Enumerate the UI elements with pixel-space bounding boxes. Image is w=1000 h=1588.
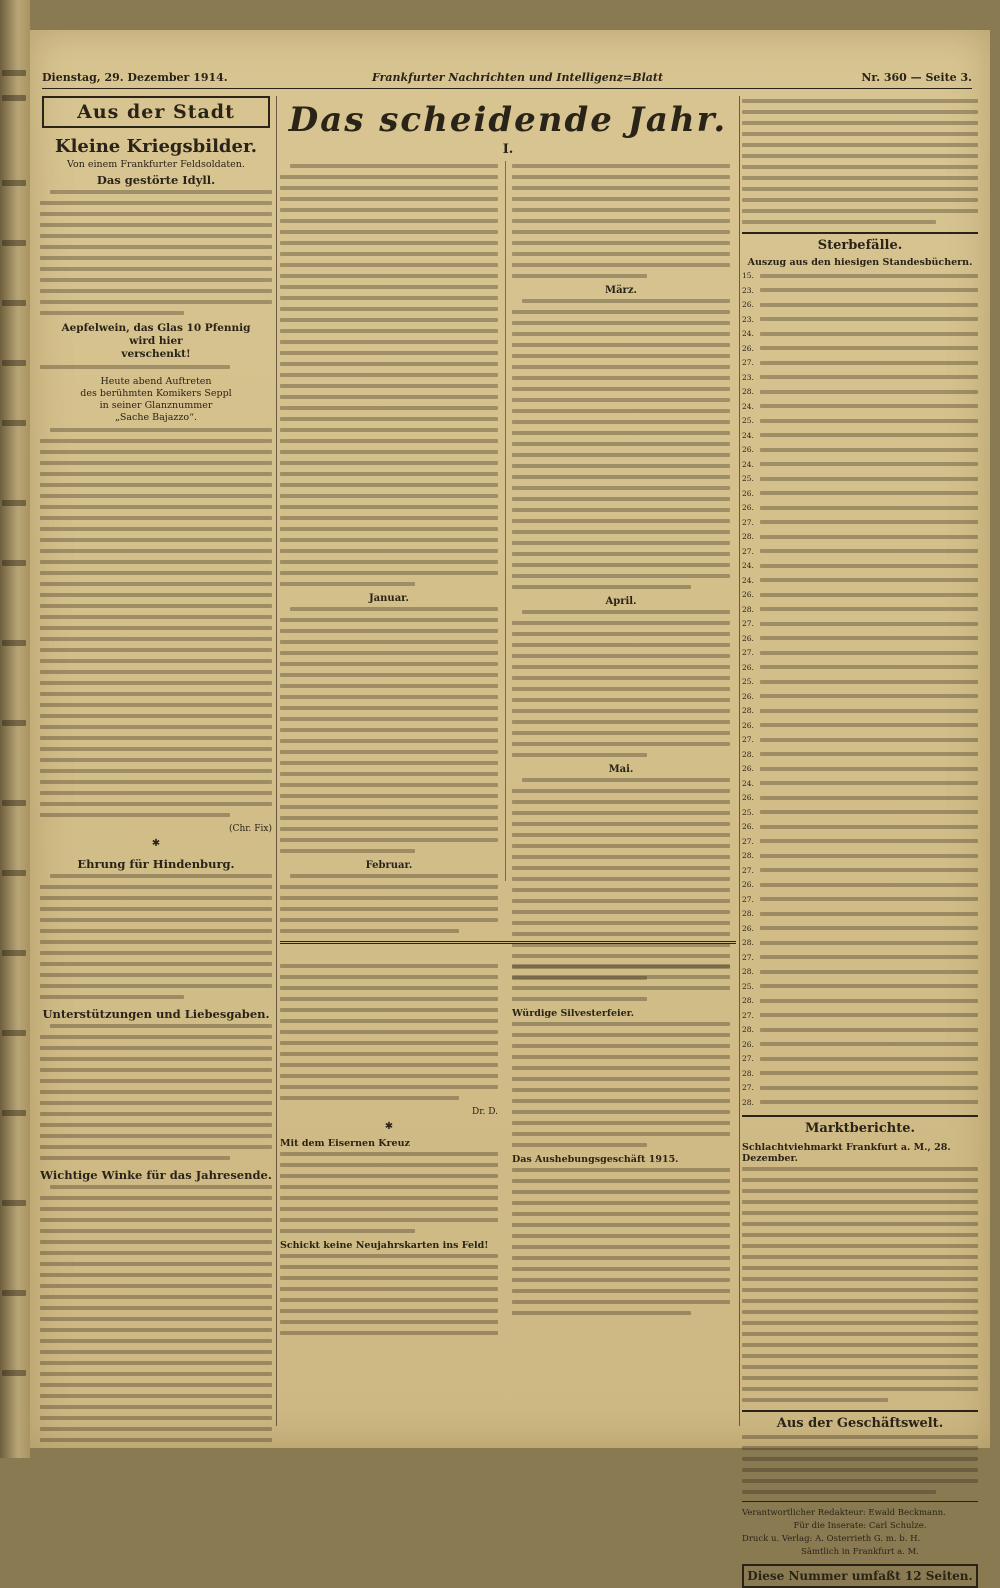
death-entry-text bbox=[760, 796, 978, 800]
article-subhead: Das gestörte Idyll. bbox=[96, 173, 216, 187]
death-entry-date: 28. bbox=[742, 749, 754, 759]
article-body bbox=[40, 428, 272, 817]
death-entry-date: 26. bbox=[742, 880, 754, 889]
market-subheading: Schlachtviehmarkt Frankfurt a. M., 28. Dezember. bbox=[742, 1141, 951, 1164]
death-entry bbox=[742, 677, 978, 686]
death-entry bbox=[742, 648, 978, 657]
printer-line: Druck u. Verlag: A. Osterrieth G. m. b. H. bbox=[742, 1533, 921, 1544]
death-entry bbox=[742, 663, 978, 672]
death-entry bbox=[742, 503, 978, 512]
death-entry-text bbox=[760, 738, 978, 742]
death-entry bbox=[742, 750, 978, 759]
death-entry-date: 25. bbox=[742, 807, 754, 817]
death-entry bbox=[742, 1054, 978, 1063]
death-entry-date: 23. bbox=[742, 285, 754, 295]
death-entry-text bbox=[760, 1086, 978, 1090]
performance-notice: Heute abend Auftreten des berühmten Komikers Seppl in seiner Glanznummer „Sache Bajazzo“. bbox=[80, 376, 232, 423]
feature-part-number: I. bbox=[502, 142, 514, 157]
page-count-notice: Diese Nummer umfaßt 12 Seiten. bbox=[742, 1564, 978, 1588]
death-entry-text bbox=[760, 1057, 978, 1061]
column-notices bbox=[742, 96, 978, 1583]
article-headline: Ehrung für Hindenburg. bbox=[77, 857, 235, 871]
death-entry bbox=[742, 315, 978, 324]
news-item-heading: Schickt keine Neujahrskarten ins Feld! bbox=[280, 1240, 489, 1251]
article-body bbox=[40, 1185, 272, 1442]
death-entry bbox=[742, 619, 978, 628]
death-entry-text bbox=[760, 999, 978, 1003]
death-entry-text bbox=[760, 477, 978, 481]
death-entry-text bbox=[760, 839, 978, 843]
death-entry bbox=[742, 344, 978, 353]
death-entry-text bbox=[760, 607, 978, 611]
death-entry-text bbox=[760, 520, 978, 524]
death-entry-date: 26. bbox=[742, 343, 754, 353]
death-entry bbox=[742, 721, 978, 730]
death-entry-text bbox=[760, 375, 978, 379]
year-review-left bbox=[280, 161, 498, 940]
death-entry bbox=[742, 329, 978, 338]
business-heading: Aus der Geschäftswelt. bbox=[742, 1410, 978, 1431]
death-entry bbox=[742, 822, 978, 831]
death-entry-date: 28. bbox=[742, 938, 754, 947]
column-rule bbox=[739, 96, 740, 1426]
advertising-editor-line: Für die Inserate: Carl Schulze. bbox=[793, 1520, 927, 1531]
death-entry bbox=[742, 474, 978, 483]
death-entry bbox=[742, 431, 978, 440]
article-signature: (Chr. Fix) bbox=[229, 824, 272, 834]
article-headline: Unterstützungen und Liebesgaben. bbox=[42, 1007, 270, 1021]
death-entry-date: 25. bbox=[742, 981, 754, 991]
page-number: Nr. 360 — Seite 3. bbox=[861, 71, 972, 84]
month-heading-march: März. bbox=[605, 285, 637, 296]
death-entry-date: 26. bbox=[742, 764, 754, 773]
death-entry bbox=[742, 924, 978, 933]
death-entry bbox=[742, 779, 978, 788]
death-entry-text bbox=[760, 912, 978, 916]
death-entry-date: 28. bbox=[742, 604, 754, 614]
death-entry-text bbox=[760, 317, 978, 321]
month-heading-may: Mai. bbox=[608, 764, 634, 775]
death-entry bbox=[742, 735, 978, 744]
death-entry-text bbox=[760, 825, 978, 829]
issue-date: Dienstag, 29. Dezember 1914. bbox=[42, 71, 228, 84]
death-entry-text bbox=[760, 955, 978, 959]
death-entry-date: 24. bbox=[742, 459, 754, 469]
death-entry-date: 23. bbox=[742, 372, 754, 382]
month-heading-january: Januar. bbox=[368, 593, 410, 604]
newspaper-title: Frankfurter Nachrichten und Intelligenz=Blatt bbox=[372, 71, 664, 84]
article-headline: Wichtige Winke für das Jahresende. bbox=[40, 1168, 272, 1182]
death-entry-text bbox=[760, 288, 978, 292]
death-entry-text bbox=[760, 665, 978, 669]
article-body bbox=[40, 874, 272, 999]
death-entry-text bbox=[760, 854, 978, 858]
death-entry bbox=[742, 605, 978, 614]
death-entry-date: 27. bbox=[742, 648, 754, 657]
death-entry-date: 28. bbox=[742, 532, 754, 541]
death-entry bbox=[742, 909, 978, 918]
death-entry-date: 28. bbox=[742, 387, 754, 396]
death-entry bbox=[742, 967, 978, 976]
news-item-heading: Würdige Silvesterfeier. bbox=[512, 1008, 635, 1019]
death-entry bbox=[742, 851, 978, 860]
death-entry bbox=[742, 793, 978, 802]
article-headline: Kleine Kriegsbilder. bbox=[54, 136, 258, 157]
section-divider bbox=[280, 941, 736, 944]
death-entry-text bbox=[760, 361, 978, 365]
death-entry-text bbox=[760, 491, 978, 495]
death-entry-date: 26. bbox=[742, 590, 754, 599]
death-entry-text bbox=[760, 390, 978, 394]
death-entry-text bbox=[760, 1013, 978, 1017]
death-entry-date: 26. bbox=[742, 1039, 754, 1049]
death-entry-date: 24. bbox=[742, 401, 754, 411]
column-local-news bbox=[40, 96, 272, 1436]
city-line: Sämtlich in Frankfurt a. M. bbox=[801, 1546, 919, 1557]
month-heading-february: Februar. bbox=[365, 860, 413, 871]
death-entry-text bbox=[760, 622, 978, 626]
article-signature: Dr. D. bbox=[471, 1107, 498, 1117]
death-entry-text bbox=[760, 636, 978, 640]
article-byline: Von einem Frankfurter Feldsoldaten. bbox=[67, 159, 245, 170]
death-entry-date: 24. bbox=[742, 575, 754, 585]
death-entry-date: 26. bbox=[742, 691, 754, 701]
death-entry-date: 27. bbox=[742, 546, 754, 556]
death-entry-text bbox=[760, 1100, 978, 1104]
death-entry-text bbox=[760, 346, 978, 350]
death-entry-date: 28. bbox=[742, 967, 754, 976]
article-body bbox=[40, 1024, 272, 1160]
death-entry-date: 24. bbox=[742, 329, 754, 338]
death-entry bbox=[742, 706, 978, 715]
death-entry-text bbox=[760, 419, 978, 423]
death-entry-date: 25. bbox=[742, 416, 754, 425]
adjacent-page-edge bbox=[0, 0, 30, 1458]
article-body bbox=[40, 190, 272, 315]
death-entry-date: 27. bbox=[742, 1010, 754, 1020]
death-entry-date: 15. bbox=[742, 271, 754, 280]
business-body bbox=[742, 1435, 978, 1494]
death-entry-date: 27. bbox=[742, 1054, 754, 1063]
death-entry-text bbox=[760, 883, 978, 887]
feature-title: Das scheidende Jahr. bbox=[288, 100, 728, 140]
editor-line: Verantwortlicher Redakteur: Ewald Beckmann. bbox=[742, 1507, 946, 1518]
death-entry-date: 28. bbox=[742, 851, 754, 860]
death-entry bbox=[742, 271, 978, 280]
death-entry-text bbox=[760, 941, 978, 945]
year-review-right bbox=[512, 161, 730, 987]
death-entry bbox=[742, 1025, 978, 1034]
death-entry-date: 26. bbox=[742, 822, 754, 831]
death-entry bbox=[742, 692, 978, 701]
death-entry-text bbox=[760, 709, 978, 713]
death-entry bbox=[742, 880, 978, 889]
death-entry bbox=[742, 1069, 978, 1078]
death-entry bbox=[742, 634, 978, 643]
death-entry-date: 26. bbox=[742, 445, 754, 454]
death-entry-date: 26. bbox=[742, 720, 754, 730]
section-divider: ✱ bbox=[151, 838, 161, 849]
death-entry bbox=[742, 286, 978, 295]
death-entry-date: 26. bbox=[742, 923, 754, 933]
death-entry bbox=[742, 590, 978, 599]
section-divider bbox=[742, 1501, 978, 1502]
death-entry-date: 26. bbox=[742, 662, 754, 672]
death-entry-text bbox=[760, 984, 978, 988]
death-entry-date: 23. bbox=[742, 314, 754, 324]
death-entry bbox=[742, 1083, 978, 1092]
death-entry-text bbox=[760, 970, 978, 974]
death-entry bbox=[742, 1040, 978, 1049]
death-entry bbox=[742, 982, 978, 991]
death-entry bbox=[742, 895, 978, 904]
deaths-subheading: Auszug aus den hiesigen Standesbüchern. bbox=[747, 257, 973, 268]
masthead bbox=[42, 70, 972, 89]
death-entry-date: 26. bbox=[742, 300, 754, 309]
death-entry bbox=[742, 996, 978, 1005]
death-entry-date: 28. bbox=[742, 1025, 754, 1034]
death-entry-text bbox=[760, 593, 978, 597]
death-entry-text bbox=[760, 448, 978, 452]
market-report-body bbox=[742, 1167, 978, 1402]
death-entry-text bbox=[760, 462, 978, 466]
death-entry bbox=[742, 837, 978, 846]
death-entry bbox=[742, 764, 978, 773]
tavern-sign: Aepfelwein, das Glas 10 Pfennig wird hier verschenkt! bbox=[61, 322, 251, 360]
death-entry-date: 27. bbox=[742, 517, 754, 527]
death-entry bbox=[742, 518, 978, 527]
death-entry bbox=[742, 532, 978, 541]
death-entry-text bbox=[760, 897, 978, 901]
death-entry bbox=[742, 300, 978, 309]
newspaper-page bbox=[30, 30, 990, 1583]
death-entry-text bbox=[760, 404, 978, 408]
death-entry bbox=[742, 866, 978, 875]
market-heading: Marktberichte. bbox=[742, 1115, 978, 1136]
death-entry-date: 28. bbox=[742, 1097, 754, 1107]
column-rule bbox=[276, 96, 277, 1426]
death-entry-text bbox=[760, 810, 978, 814]
death-entry-text bbox=[760, 1071, 978, 1075]
death-entry-text bbox=[760, 274, 978, 278]
subcolumn-rule bbox=[505, 161, 506, 881]
death-entry bbox=[742, 938, 978, 947]
death-entry bbox=[742, 1011, 978, 1020]
month-heading-april: April. bbox=[605, 596, 637, 607]
death-entry-text bbox=[760, 1042, 978, 1046]
death-entry-text bbox=[760, 781, 978, 785]
deaths-heading: Sterbefälle. bbox=[742, 232, 978, 253]
death-entry-text bbox=[760, 564, 978, 568]
death-entry bbox=[742, 489, 978, 498]
death-entry-date: 27. bbox=[742, 865, 754, 875]
deaths-list bbox=[742, 271, 978, 1107]
news-item-heading: Das Aushebungsgeschäft 1915. bbox=[512, 1154, 679, 1165]
death-entry bbox=[742, 808, 978, 817]
death-entry bbox=[742, 416, 978, 425]
death-entry-date: 24. bbox=[742, 778, 754, 788]
death-entry-text bbox=[760, 549, 978, 553]
death-entry-date: 28. bbox=[742, 996, 754, 1005]
death-entry-date: 26. bbox=[742, 488, 754, 498]
death-entry-text bbox=[760, 651, 978, 655]
death-entry bbox=[742, 402, 978, 411]
section-title-box: Aus der Stadt bbox=[42, 96, 270, 128]
death-entry-date: 27. bbox=[742, 894, 754, 904]
death-entry-date: 27. bbox=[742, 1083, 754, 1092]
death-entry bbox=[742, 445, 978, 454]
death-entry-text bbox=[760, 680, 978, 684]
death-entry-date: 27. bbox=[742, 735, 754, 744]
death-entry-date: 24. bbox=[742, 430, 754, 440]
section-divider: ✱ bbox=[384, 1121, 394, 1132]
death-entry-text bbox=[760, 506, 978, 510]
death-entry-date: 27. bbox=[742, 358, 754, 367]
death-entry-text bbox=[760, 868, 978, 872]
death-entry-date: 26. bbox=[742, 503, 754, 512]
death-entry-text bbox=[760, 767, 978, 771]
news-item-heading: Mit dem Eisernen Kreuz bbox=[280, 1138, 410, 1149]
death-entry-date: 28. bbox=[742, 706, 754, 715]
death-entry bbox=[742, 387, 978, 396]
death-entry bbox=[742, 576, 978, 585]
death-entry bbox=[742, 953, 978, 962]
death-entry-text bbox=[760, 578, 978, 582]
death-entry-date: 27. bbox=[742, 952, 754, 962]
column-year-review bbox=[280, 96, 736, 1436]
death-entry-text bbox=[760, 303, 978, 307]
death-entry bbox=[742, 561, 978, 570]
death-entry bbox=[742, 373, 978, 382]
death-entry-text bbox=[760, 332, 978, 336]
death-entry-text bbox=[760, 694, 978, 698]
death-entry-text bbox=[760, 752, 978, 756]
death-entry-text bbox=[760, 723, 978, 727]
death-entry-date: 28. bbox=[742, 909, 754, 918]
death-entry-text bbox=[760, 926, 978, 930]
death-entry-date: 25. bbox=[742, 677, 754, 686]
death-entry bbox=[742, 460, 978, 469]
death-entry-text bbox=[760, 1028, 978, 1032]
death-entry-text bbox=[760, 535, 978, 539]
death-entry bbox=[742, 547, 978, 556]
death-entry-date: 27. bbox=[742, 836, 754, 846]
death-entry-date: 26. bbox=[742, 633, 754, 643]
death-entry-date: 27. bbox=[742, 619, 754, 628]
death-entry-date: 24. bbox=[742, 561, 754, 570]
death-entry-date: 25. bbox=[742, 474, 754, 483]
death-entry bbox=[742, 1098, 978, 1107]
death-entry-date: 26. bbox=[742, 793, 754, 802]
death-entry bbox=[742, 358, 978, 367]
death-entry-text bbox=[760, 433, 978, 437]
death-entry-date: 28. bbox=[742, 1068, 754, 1078]
